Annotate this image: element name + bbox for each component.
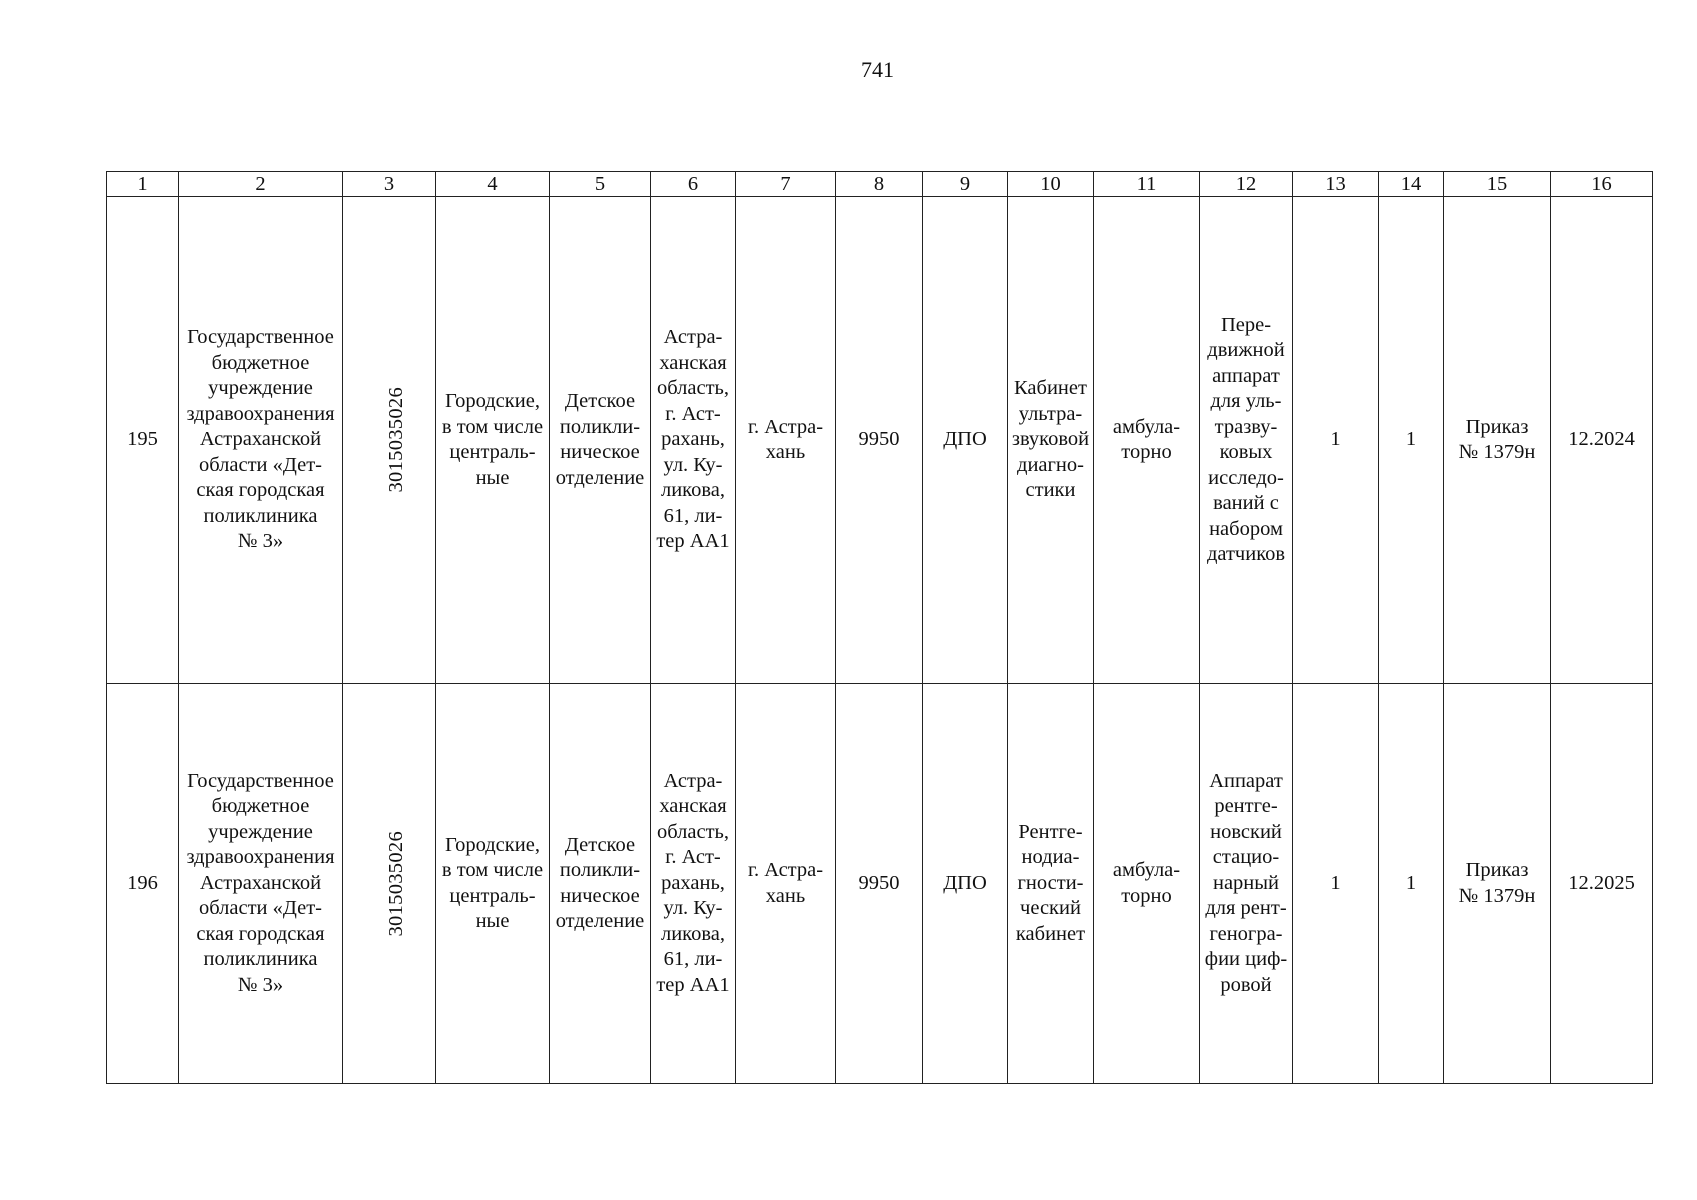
cell-cabinet: Кабинет ультра- звуковой диагно- стики	[1008, 197, 1094, 684]
cell-department: Детское поликли- ническое отделение	[550, 197, 651, 684]
cell-address: Астра- ханская область, г. Аст- рахань, ул. Ку- ликова, 61, ли- тер АА1	[651, 197, 736, 684]
cell-code: 9950	[836, 197, 923, 684]
cell-equipment: Аппарат рентге- новский стацио- нарный для рент- геногра- фии циф- ровой	[1200, 684, 1293, 1084]
column-header-1: 1	[107, 172, 179, 197]
column-header-2: 2	[179, 172, 343, 197]
cell-order: Приказ № 1379н	[1444, 197, 1551, 684]
column-header-14: 14	[1379, 172, 1444, 197]
table-row	[107, 684, 1653, 1084]
cell-date: 12.2025	[1551, 684, 1653, 1084]
cell-row-number: 196	[107, 684, 179, 1084]
cell-city: г. Астра- хань	[736, 197, 836, 684]
inn-vertical-text: 3015035026	[385, 830, 407, 937]
cell-organization: Государственное бюджетное учреждение здравоохранения Астраханской области «Дет- ская городская поликлиника № 3»	[179, 197, 343, 684]
page-number: 741	[861, 57, 894, 82]
cell-equipment: Пере- движной аппарат для уль- тразву- ковых исследо- ваний с набором датчиков	[1200, 197, 1293, 684]
cell-quantity-b: 1	[1379, 197, 1444, 684]
column-header-11: 11	[1094, 172, 1200, 197]
column-header-6: 6	[651, 172, 736, 197]
cell-inn	[343, 197, 436, 684]
cell-cabinet: Рентге- нодиа- гности- ческий кабинет	[1008, 684, 1094, 1084]
column-header-12: 12	[1200, 172, 1293, 197]
cell-organization: Государственное бюджетное учреждение здравоохранения Астраханской области «Дет- ская городская поликлиника № 3»	[179, 684, 343, 1084]
cell-address: Астра- ханская область, г. Аст- рахань, ул. Ку- ликова, 61, ли- тер АА1	[651, 684, 736, 1084]
column-header-10: 10	[1008, 172, 1094, 197]
cell-city: г. Астра- хань	[736, 684, 836, 1084]
column-header-5: 5	[550, 172, 651, 197]
equipment-table	[106, 171, 1653, 1084]
cell-row-number: 195	[107, 197, 179, 684]
cell-date: 12.2024	[1551, 197, 1653, 684]
column-header-13: 13	[1293, 172, 1379, 197]
cell-form: ДПО	[923, 197, 1008, 684]
cell-settlement-type: Городские, в том числе централь- ные	[436, 684, 550, 1084]
cell-order: Приказ № 1379н	[1444, 684, 1551, 1084]
column-header-8: 8	[836, 172, 923, 197]
cell-settlement-type: Городские, в том числе централь- ные	[436, 197, 550, 684]
column-header-7: 7	[736, 172, 836, 197]
cell-inn	[343, 684, 436, 1084]
column-header-9: 9	[923, 172, 1008, 197]
column-header-16: 16	[1551, 172, 1653, 197]
cell-form: ДПО	[923, 684, 1008, 1084]
cell-quantity-a: 1	[1293, 197, 1379, 684]
table-row	[107, 197, 1653, 684]
cell-care-conditions: амбула- торно	[1094, 197, 1200, 684]
column-header-3: 3	[343, 172, 436, 197]
header-row	[107, 172, 1653, 197]
column-header-4: 4	[436, 172, 550, 197]
cell-code: 9950	[836, 684, 923, 1084]
cell-quantity-a: 1	[1293, 684, 1379, 1084]
cell-quantity-b: 1	[1379, 684, 1444, 1084]
cell-care-conditions: амбула- торно	[1094, 684, 1200, 1084]
cell-department: Детское поликли- ническое отделение	[550, 684, 651, 1084]
inn-vertical-text: 3015035026	[385, 387, 407, 493]
column-header-15: 15	[1444, 172, 1551, 197]
